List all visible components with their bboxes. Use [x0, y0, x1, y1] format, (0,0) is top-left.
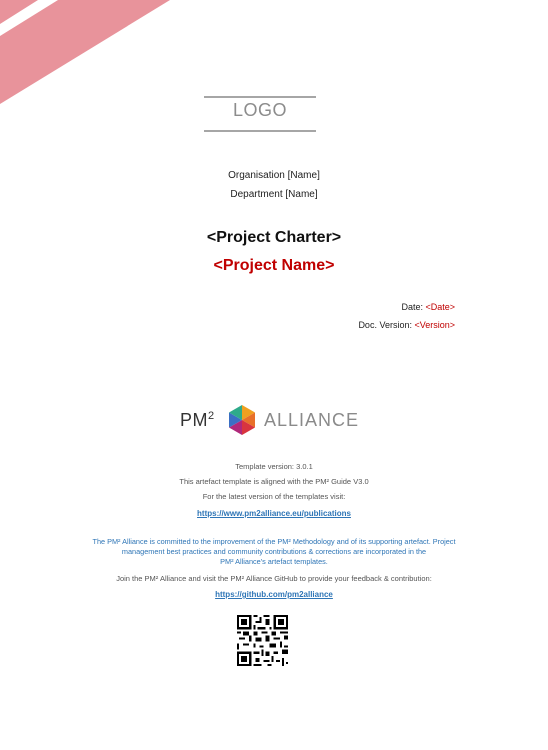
date-line: [401, 302, 455, 312]
latest-version-note: For the latest version of the templates visit:: [202, 492, 346, 501]
alliance-wordmark: ALLIANCE: [264, 410, 360, 430]
corner-stripes-decoration: [0, 0, 170, 110]
guide-alignment-note: This artefact template is aligned with the PM² Guide V3.0: [179, 477, 369, 486]
date-label: Date:: [401, 302, 426, 312]
project-name: <Project Name>: [213, 257, 335, 274]
commitment-line-2: management best practices and community contributions & corrections are incorporated in the: [121, 547, 427, 556]
department-name: Department [Name]: [230, 189, 318, 200]
document-title: <Project Charter>: [206, 229, 342, 246]
github-link-row: [0, 584, 548, 602]
pm2-alliance-logo: [180, 404, 380, 436]
qr-code-icon: [237, 615, 288, 666]
template-version: Template version: 3.0.1: [235, 462, 313, 471]
hexagon-cube-icon: [226, 404, 258, 436]
logo-bottom-rule: [204, 130, 316, 132]
commitment-line-3: PM² Alliance's artefact templates.: [220, 557, 328, 566]
date-value: <Date>: [425, 302, 455, 312]
publications-link[interactable]: https://www.pm2alliance.eu/publications: [197, 509, 351, 518]
version-line: [358, 320, 455, 330]
publications-link-row: [0, 503, 548, 521]
logo-placeholder: [204, 96, 316, 132]
version-value: <Version>: [414, 320, 455, 330]
logo-top-rule: [204, 96, 316, 98]
logo-text: LOGO: [232, 100, 287, 120]
version-label: Doc. Version:: [358, 320, 415, 330]
commitment-line-1: The PM² Alliance is committed to the improvement of the PM² Methodology and of its supporting artefact. Project: [92, 537, 456, 546]
join-note: Join the PM² Alliance and visit the PM² Alliance GitHub to provide your feedback & contribution:: [116, 574, 432, 583]
organisation-name: Organisation [Name]: [228, 170, 320, 181]
github-link[interactable]: https://github.com/pm2alliance: [215, 590, 333, 599]
pm2-wordmark: $PM^2$: [180, 410, 215, 430]
